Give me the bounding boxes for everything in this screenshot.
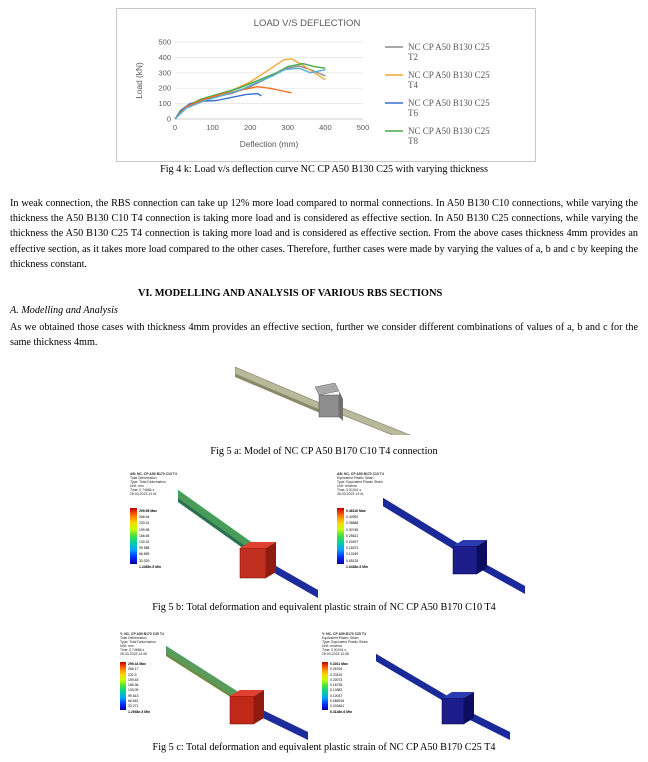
header-line: AB: NC- CP A50 B170 C10 T4	[337, 472, 384, 476]
colorbar-value: 33.271	[128, 704, 139, 709]
x-tick-label: 400	[319, 123, 332, 132]
colorbar-value: 133.32	[139, 540, 150, 545]
series-line-2	[175, 59, 325, 119]
colorbar-value: 0.25621	[346, 533, 359, 538]
fig5c-right-header	[322, 632, 368, 656]
header-line: Unit: mm	[130, 484, 144, 488]
colorbar	[337, 508, 344, 564]
colorbar-value: 0.40992	[346, 515, 359, 520]
colorbar-value: 0.13382	[330, 688, 343, 693]
x-axis-label: Deflection (mm)	[239, 139, 299, 149]
header-line: 28-03-2023 13:48	[322, 652, 349, 656]
header-line: Equivalent Plastic Strain	[322, 636, 359, 640]
colorbar-value: 0.066916	[330, 699, 345, 704]
colorbar-value: 33.329	[139, 558, 150, 563]
x-tick-label: 100	[206, 123, 219, 132]
colorbar-value: 0.033461	[330, 704, 345, 709]
legend-entry-2: NC CP A50 B130 C25 T4	[408, 70, 490, 90]
colorbar-value: 99.988	[139, 546, 150, 551]
fig5b-right-header	[337, 472, 384, 496]
colorbar-min: 1.2948e-5 Min	[128, 709, 151, 714]
colorbar-value: 66.659	[139, 552, 150, 557]
y-tick-label: 300	[158, 68, 171, 78]
colorbar-value: 0.15373	[346, 546, 359, 551]
colorbar-value: 0.20497	[346, 540, 359, 545]
legend-entry-1: NC CP A50 B130 C25 T2	[408, 42, 490, 62]
colorbar-min: 6.3148e-6 Min	[330, 709, 353, 714]
fig5c-left-model	[166, 646, 308, 740]
series-line-1	[175, 66, 325, 119]
section-heading: VI. MODELLING AND ANALYSIS OF VARIOUS RBS SECTIONS	[138, 288, 443, 299]
legend-entry-4: NC CP A50 B130 C25 T8	[408, 126, 490, 146]
y-tick-label: 200	[158, 83, 171, 93]
colorbar-value: 0.10249	[346, 552, 359, 557]
header-line: Equivalent Plastic Strain	[337, 476, 374, 480]
fig5b-right-model	[383, 498, 525, 598]
colorbar-max: 299.44 Max	[128, 662, 146, 666]
colorbar	[130, 508, 137, 564]
y-tick-label: 400	[158, 52, 171, 62]
fig5c-plastic-strain	[320, 632, 510, 740]
header-line: Time: 0.51041 s	[322, 648, 347, 652]
colorbar-value: 0.05125	[346, 558, 359, 563]
fig4k-caption: Fig 4 k: Load v/s deflection curve NC CP A50 B130 C25 with varying thickness	[160, 164, 488, 175]
colorbar-value: 266.64	[139, 515, 150, 520]
colorbar-value: 0.16728	[330, 683, 343, 688]
colorbar-min: 1.0438e-5 Min	[346, 564, 369, 569]
header-line: Y: NC- CP A50 B170 C25 T4	[322, 632, 366, 636]
x-tick-label: 200	[243, 123, 257, 132]
y-tick-label: 0	[166, 114, 171, 124]
header-line: Y: NC- CP A50 B170 C25 T4	[120, 632, 164, 636]
header-line: 28-03-2023 14:41	[130, 492, 157, 496]
colorbar-value: 66.542	[128, 699, 139, 704]
colorbar-value: 0.30745	[346, 527, 359, 532]
y-axis-label: Load (kN)	[134, 62, 144, 99]
legend-entry-3: NC CP A50 B130 C25 T6	[408, 98, 490, 118]
x-tick-label: 500	[356, 123, 370, 132]
colorbar	[322, 662, 328, 710]
chart-svg	[117, 9, 535, 161]
paragraph-weak-connection: In weak connection, the RBS connection can take up 12% more load compared to normal connections. In A50 B130 C10 connections, while varying the thickness the A50 B130 C10 T4 connection is taking more load and is considered as effective section. In A50 B130 C25 connections, while varying the thickness the A50 B130 C25 T4 connection is taking more load and is considered as effective section. From the above cases thickness 4mm provides an effective section, as it takes more load compared to the other cases. Therefore, further cases were made by varying the values of a, b and c by keeping the thickness constant.	[10, 198, 638, 270]
fig5c-right-model	[376, 654, 510, 740]
colorbar-value: 0.35868	[346, 521, 359, 526]
fig5a-caption: Fig 5 a: Model of NC CP A50 B170 C10 T4 connection	[210, 446, 438, 457]
colorbar-max: 0.3011 Max	[330, 662, 348, 666]
fig5b-left-header	[130, 472, 177, 496]
x-tick-label: 300	[281, 123, 295, 132]
fig5b-plastic-strain	[335, 470, 525, 598]
header-line: Type: Equivalent Plastic Strain	[337, 480, 383, 484]
header-line: Type: Total Deformation	[120, 640, 156, 644]
header-line: Time: 0.51041 s	[337, 488, 362, 492]
header-line: Unit: mm/mm	[337, 484, 358, 488]
y-tick-label: 500	[158, 37, 171, 47]
colorbar-value: 199.98	[139, 527, 150, 532]
colorbar-value: 233.31	[139, 521, 150, 526]
fig5b-caption: Fig 5 b: Total deformation and equivalent plastic strain of NC CP A50 B170 C10 T4	[152, 602, 496, 613]
chart-title: LOAD V/S DEFLECTION	[253, 18, 361, 29]
fig5c-right-colorbar	[322, 662, 352, 715]
colorbar-value: 232.9	[128, 672, 137, 677]
header-line: Total Deformation	[120, 636, 147, 640]
load-deflection-chart	[116, 8, 536, 162]
colorbar-value: 266.17	[128, 667, 139, 672]
header-line: Time: 0.74666 s	[130, 488, 155, 492]
header-line: Time: 0.74666 s	[120, 648, 145, 652]
colorbar-max: 299.96 Max	[139, 509, 157, 513]
colorbar-max: 0.46116 Max	[346, 509, 366, 513]
header-line: 28-03-2023 14:41	[337, 492, 364, 496]
colorbar-value: 133.09	[128, 688, 139, 693]
fig5a-model-image	[235, 355, 415, 435]
y-tick-label: 100	[158, 99, 171, 109]
fig5b-left-model	[178, 490, 318, 598]
colorbar-min: 1.2465e-5 Min	[139, 564, 162, 569]
colorbar-value: 0.10037	[330, 693, 343, 698]
colorbar-value: 0.26764	[330, 667, 343, 672]
header-line: Total Deformation	[130, 476, 157, 480]
header-line: AB: NC- CP A50 B170 C10 T4	[130, 472, 177, 476]
paragraph-thickness: As we obtained those cases with thickness 4mm provides an effective section, further we consider different combinations of values of a, b and c for the same thickness 4mm.	[10, 322, 638, 349]
subsection-heading: A. Modelling and Analysis	[10, 305, 118, 316]
colorbar-value: 199.63	[128, 677, 139, 682]
colorbar-value: 0.23419	[330, 672, 343, 677]
series-line-4	[175, 64, 325, 119]
fig5b-left-colorbar	[130, 508, 161, 570]
header-line: Unit: mm/mm	[322, 644, 343, 648]
header-line: 28-03-2023 13:48	[120, 652, 147, 656]
header-line: Type: Equivalent Plastic Strain	[322, 640, 368, 644]
header-line: Type: Total Deformation	[130, 480, 166, 484]
x-tick-label: 0	[172, 123, 178, 132]
fig5c-left-header	[120, 632, 164, 656]
colorbar-value: 166.36	[128, 683, 139, 688]
colorbar-value: 99.813	[128, 693, 139, 698]
fig5c-left-colorbar	[120, 662, 150, 715]
fig5c-total-deformation	[118, 632, 308, 740]
fig5c-caption: Fig 5 c: Total deformation and equivalent plastic strain of NC CP A50 B170 C25 T4	[152, 742, 496, 753]
header-line: Unit: mm	[120, 644, 134, 648]
colorbar-value: 166.65	[139, 533, 150, 538]
fig5b-total-deformation	[128, 470, 318, 598]
colorbar	[120, 662, 126, 710]
colorbar-value: 0.20073	[330, 677, 343, 682]
fig5b-right-colorbar	[337, 508, 368, 570]
